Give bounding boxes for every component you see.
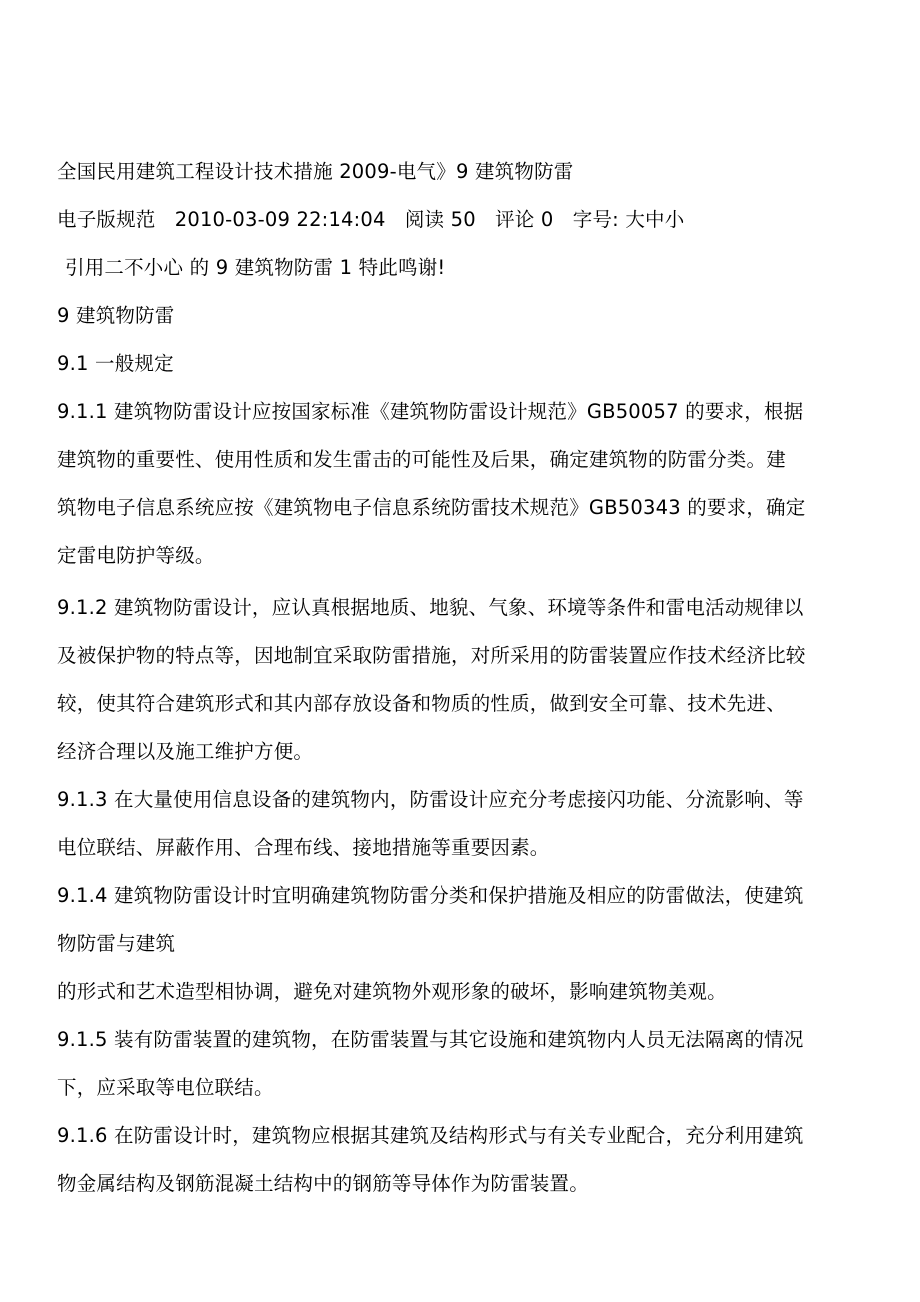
clause-line: 建筑物的重要性、使用性质和发生雷击的可能性及后果，确定建筑物的防雷分类。建 bbox=[57, 448, 786, 471]
clause-line: 9.1.1 建筑物防雷设计应按国家标准《建筑物防雷设计规范》GB50057 的要求，根据 bbox=[57, 400, 804, 423]
document-page bbox=[57, 148, 887, 1208]
clause-line: 较，使其符合建筑形式和其内部存放设备和物质的性质，做到安全可靠、技术先进、 bbox=[57, 692, 786, 715]
clause-line: 下，应采取等电位联结。 bbox=[57, 1076, 274, 1099]
clause-line: 及被保护物的特点等，因地制宜采取防雷措施，对所采用的防雷装置应作技术经济比较 bbox=[57, 644, 806, 667]
chapter-heading: 9 建筑物防雷 bbox=[57, 304, 175, 327]
clause-line: 物金属结构及钢筋混凝土结构中的钢筋等导体作为防雷装置。 bbox=[57, 1172, 589, 1195]
clause-line: 9.1.2 建筑物防雷设计，应认真根据地质、地貌、气象、环境等条件和雷电活动规律以 bbox=[57, 596, 804, 619]
font-size-small-button[interactable]: 小 bbox=[664, 208, 685, 231]
credit-line: 引用二不小心 的 9 建筑物防雷 1 特此鸣谢! bbox=[65, 256, 446, 279]
clause-9-1-6 bbox=[57, 1112, 887, 1208]
meta-comment-label[interactable]: 评论 bbox=[495, 208, 535, 231]
clause-line: 电位联结、屏蔽作用、合理布线、接地措施等重要因素。 bbox=[57, 836, 550, 859]
clause-line: 9.1.6 在防雷设计时，建筑物应根据其建筑及结构形式与有关专业配合，充分利用建筑 bbox=[57, 1124, 804, 1147]
meta-datetime: 2010-03-09 22:14:04 bbox=[174, 208, 386, 231]
clause-line: 9.1.4 建筑物防雷设计时宜明确建筑物防雷分类和保护措施及相应的防雷做法，使建筑 bbox=[57, 884, 804, 907]
clause-9-1-4 bbox=[57, 872, 887, 1016]
meta-font-size-label: 字号: bbox=[572, 208, 619, 231]
meta-category[interactable]: 电子版规范 bbox=[57, 208, 156, 231]
section-heading: 9.1 一般规定 bbox=[57, 352, 174, 375]
document-meta bbox=[57, 196, 887, 244]
meta-comment-count: 0 bbox=[540, 208, 554, 231]
clause-line: 经济合理以及施工维护方便。 bbox=[57, 740, 314, 763]
clause-line: 筑物电子信息系统应按《建筑物电子信息系统防雷技术规范》GB50343 的要求，确定 bbox=[57, 496, 806, 519]
clause-9-1-3 bbox=[57, 776, 887, 872]
clause-line: 9.1.3 在大量使用信息设备的建筑物内，防雷设计应充分考虑接闪功能、分流影响、等 bbox=[57, 788, 804, 811]
clause-line: 物防雷与建筑 bbox=[57, 932, 176, 955]
font-size-medium-button[interactable]: 中 bbox=[645, 208, 665, 231]
clause-line: 9.1.5 装有防雷装置的建筑物，在防雷装置与其它设施和建筑物内人员无法隔离的情况 bbox=[57, 1028, 804, 1051]
clause-line: 定雷电防护等级。 bbox=[57, 544, 215, 567]
document-title: 全国民用建筑工程设计技术措施 2009-电气》9 建筑物防雷 bbox=[57, 160, 574, 183]
clause-9-1-2 bbox=[57, 584, 887, 776]
clause-9-1-1 bbox=[57, 388, 887, 580]
font-size-large-button[interactable]: 大 bbox=[625, 208, 646, 231]
meta-read-label: 阅读 bbox=[404, 208, 445, 231]
clause-line: 的形式和艺术造型相协调，避免对建筑物外观形象的破坏，影响建筑物美观。 bbox=[57, 980, 727, 1003]
clause-9-1-5 bbox=[57, 1016, 887, 1112]
meta-read-count: 50 bbox=[450, 208, 476, 231]
